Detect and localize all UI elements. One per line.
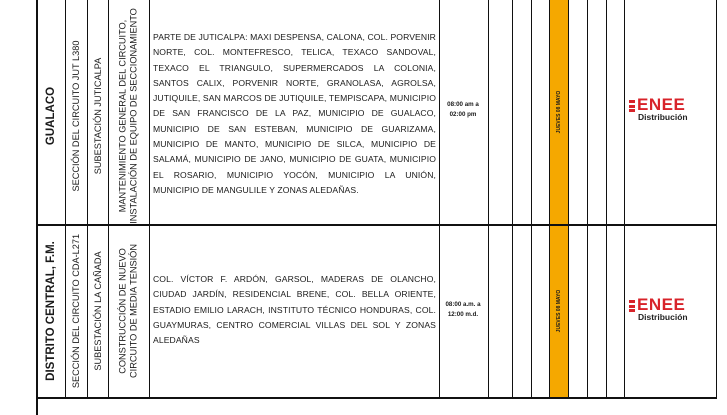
circuit-section-label: SECCIÓN DEL CIRCUITO CDA-L271 — [70, 233, 81, 389]
grid-line — [716, 0, 717, 398]
grid-line — [108, 0, 109, 398]
work-line: CIRCUITO DE MEDIA TENSIÓN — [128, 244, 138, 378]
work-line: INSTALACIÓN DE EQUIPO DE SECCIONAMIENTO — [128, 8, 138, 224]
hours-line: 12:00 m.d. — [447, 311, 479, 318]
date-label: JUEVES 08 MAYO — [556, 289, 562, 333]
work-description-label — [118, 8, 139, 224]
municipality-label: DISTRITO CENTRAL, F.M. — [45, 241, 57, 381]
date-label: JUEVES 08 MAYO — [556, 90, 562, 134]
grid-line — [531, 0, 532, 398]
enee-logo — [629, 295, 697, 324]
affected-areas-text: PARTE DE JUTICALPA: MAXI DESPENSA, CALONA, COL. PORVENIR NORTE, COL. MONTEFRESCO, TELICA, TEXACO SANDOVAL, TEXACO EL TRIANGULO, SUPERMERCADOS LA COLONIA, SANTOS CALIX, PORVENIR NORTE, GRANOLASA, AGROLSA, JUTIQUILE, SAN MARCOS DE JUTIQUILE, TEMPISCAPA, MUNICIPIO DE SAN FRANCISCO DE LA PAZ, MUNICIPIO DE GUALACO, MUNICIPIO DE SAN ESTEBAN, MUNICIPIO DE GUARIZAMA, MUNICIPIO DE MANTO, MUNICIPIO DE SILCA, MUNICIPIO DE SALAMÁ, MUNICIPIO DE JANO, MUNICIPIO DE GUATA, MUNICIPIO EL ROSARIO, MUNICIPIO YOCÓN, MUNICIPIO LA UNIÓN, MUNICIPIO DE MANGULILE Y ZONAS ALEDAÑAS. — [153, 32, 436, 195]
substation-label: SUBESTACIÓN JUTICALPA — [92, 57, 103, 175]
schedule-hours — [440, 300, 486, 320]
substation-label: SUBESTACIÓN LA CAÑADA — [92, 251, 103, 371]
municipality-label: GUALACO — [45, 86, 57, 146]
grid-line — [87, 0, 88, 398]
grid-line — [439, 0, 440, 398]
grid-line — [36, 0, 38, 415]
work-description-label — [118, 244, 139, 378]
enee-logo — [629, 95, 697, 124]
hours-line: 08:00 am a — [447, 101, 479, 108]
grid-line — [149, 0, 150, 398]
grid-line — [65, 0, 66, 398]
grid-line — [624, 0, 625, 398]
circuit-section-label: SECCIÓN DEL CIRCUITO JUT L380 — [70, 40, 81, 192]
schedule-hours — [440, 100, 486, 120]
logo-subtitle: Distribución — [638, 312, 688, 322]
affected-areas-text: COL. VÍCTOR F. ARDÓN, GARSOL, MADERAS DE OLANCHO, CIUDAD JARDÍN, RESIDENCIAL BRENE, COL. BELLA ORIENTE, ESTADIO EMILIO LARACH, INSTITUTO TÉCNICO HONDURAS, COL. GUAYMURAS, CENTRO COMERCIAL VILLAS DEL SOL Y ZONAS ALEDAÑAS — [153, 274, 436, 346]
logo-word: ENEE — [637, 95, 686, 114]
enee-mark-icon — [629, 300, 635, 316]
hours-line: 08:00 a.m. a — [445, 301, 481, 308]
grid-line — [587, 0, 588, 398]
row-divider — [37, 224, 717, 226]
grid-line — [488, 0, 489, 398]
grid-line — [512, 0, 513, 398]
logo-subtitle: Distribución — [638, 112, 688, 122]
enee-mark-icon — [629, 100, 635, 116]
work-line: MANTENIMIENTO GENERAL DEL CIRCUITO, — [117, 19, 128, 213]
grid-line — [568, 0, 569, 398]
row-divider — [37, 397, 717, 399]
work-line: CONSTRUCCIÓN DE NUEVO — [117, 248, 128, 374]
logo-word: ENEE — [637, 295, 686, 314]
grid-line — [606, 0, 607, 398]
hours-line: 02:00 pm — [449, 111, 477, 118]
